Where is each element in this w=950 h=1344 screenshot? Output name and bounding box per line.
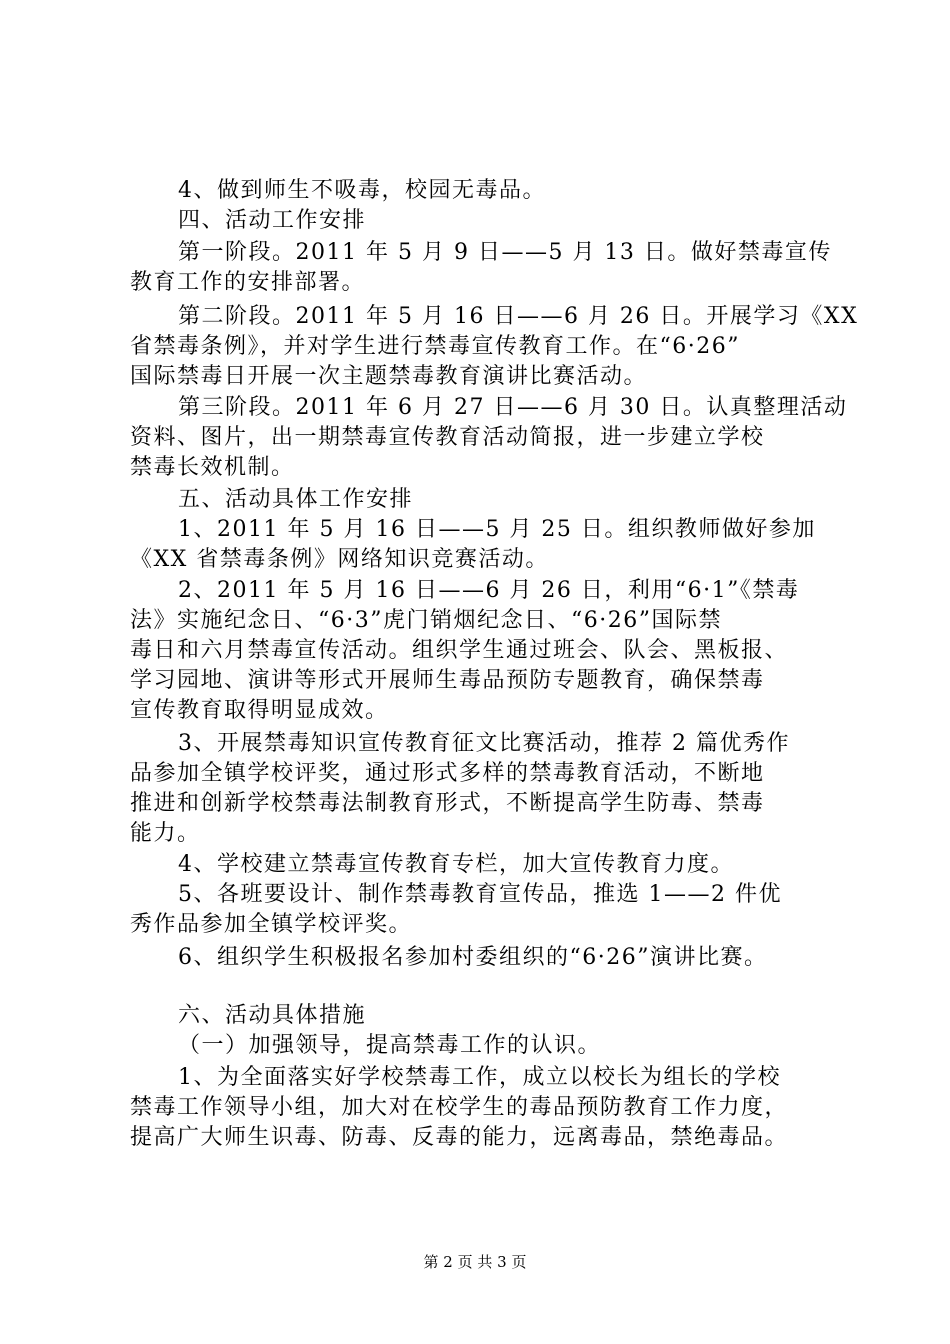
paragraph-line: 国际禁毒日开展一次主题禁毒教育演讲比赛活动。 [130, 364, 648, 389]
page-footer: 第 2 页 共 3 页 [423, 1253, 527, 1271]
paragraph-line: 禁毒长效机制。 [130, 455, 295, 480]
paragraph-line: 资料、图片，出一期禁毒宣传教育活动简报，进一步建立学校 [130, 425, 765, 450]
paragraph-line: 法》实施纪念日、“6·3”虎门销烟纪念日、“6·26”国际禁 [130, 608, 722, 633]
paragraph-line: 2、2011 年 5 月 16 日——6 月 26 日，利用“6·1”《禁毒 [178, 578, 800, 603]
paragraph-line: 提高广大师生识毒、防毒、反毒的能力，远离毒品，禁绝毒品。 [130, 1125, 789, 1150]
paragraph-line: 省禁毒条例》，并对学生进行禁毒宣传教育工作。在“6·26” [130, 334, 740, 359]
paragraph-line: 《XX 省禁毒条例》网络知识竞赛活动。 [130, 547, 549, 572]
paragraph-line: 学习园地、演讲等形式开展师生毒品预防专题教育，确保禁毒 [130, 668, 765, 693]
paragraph-line: 3、开展禁毒知识宣传教育征文比赛活动，推荐 2 篇优秀作 [178, 731, 790, 756]
subsection-heading: （一）加强领导，提高禁毒工作的认识。 [178, 1033, 602, 1058]
section-heading: 五、活动具体工作安排 [178, 487, 414, 512]
paragraph-line: 1、2011 年 5 月 16 日——5 月 25 日。组织教师做好参加 [178, 517, 816, 542]
paragraph-line: 1、为全面落实好学校禁毒工作，成立以校长为组长的学校 [178, 1065, 781, 1090]
paragraph-line: 第三阶段。2011 年 6 月 27 日——6 月 30 日。认真整理活动 [178, 395, 848, 420]
paragraph-line: 第二阶段。2011 年 5 月 16 日——6 月 26 日。开展学习《XX [178, 304, 859, 329]
paragraph-line: 品参加全镇学校评奖，通过形式多样的禁毒教育活动，不断地 [130, 761, 765, 786]
paragraph-line: 教育工作的安排部署。 [130, 270, 366, 295]
paragraph-line: 宣传教育取得明显成效。 [130, 698, 389, 723]
section-heading: 六、活动具体措施 [178, 1003, 367, 1028]
paragraph-line: 4、做到师生不吸毒，校园无毒品。 [178, 178, 546, 203]
paragraph-line: 第一阶段。2011 年 5 月 9 日——5 月 13 日。做好禁毒宣传 [178, 240, 832, 265]
paragraph-line: 6、组织学生积极报名参加村委组织的“6·26”演讲比赛。 [178, 945, 768, 970]
paragraph-line: 4、学校建立禁毒宣传教育专栏，加大宣传教育力度。 [178, 852, 734, 877]
paragraph-line: 秀作品参加全镇学校评奖。 [130, 912, 413, 937]
paragraph-line: 推进和创新学校禁毒法制教育形式，不断提高学生防毒、禁毒 [130, 791, 765, 816]
section-heading: 四、活动工作安排 [178, 208, 367, 233]
paragraph-line: 5、各班要设计、制作禁毒教育宣传品，推选 1——2 件优 [178, 882, 782, 907]
paragraph-line: 毒日和六月禁毒宣传活动。组织学生通过班会、队会、黑板报、 [130, 638, 789, 663]
paragraph-line: 能力。 [130, 821, 201, 846]
paragraph-line: 禁毒工作领导小组，加大对在校学生的毒品预防教育工作力度， [130, 1095, 789, 1120]
